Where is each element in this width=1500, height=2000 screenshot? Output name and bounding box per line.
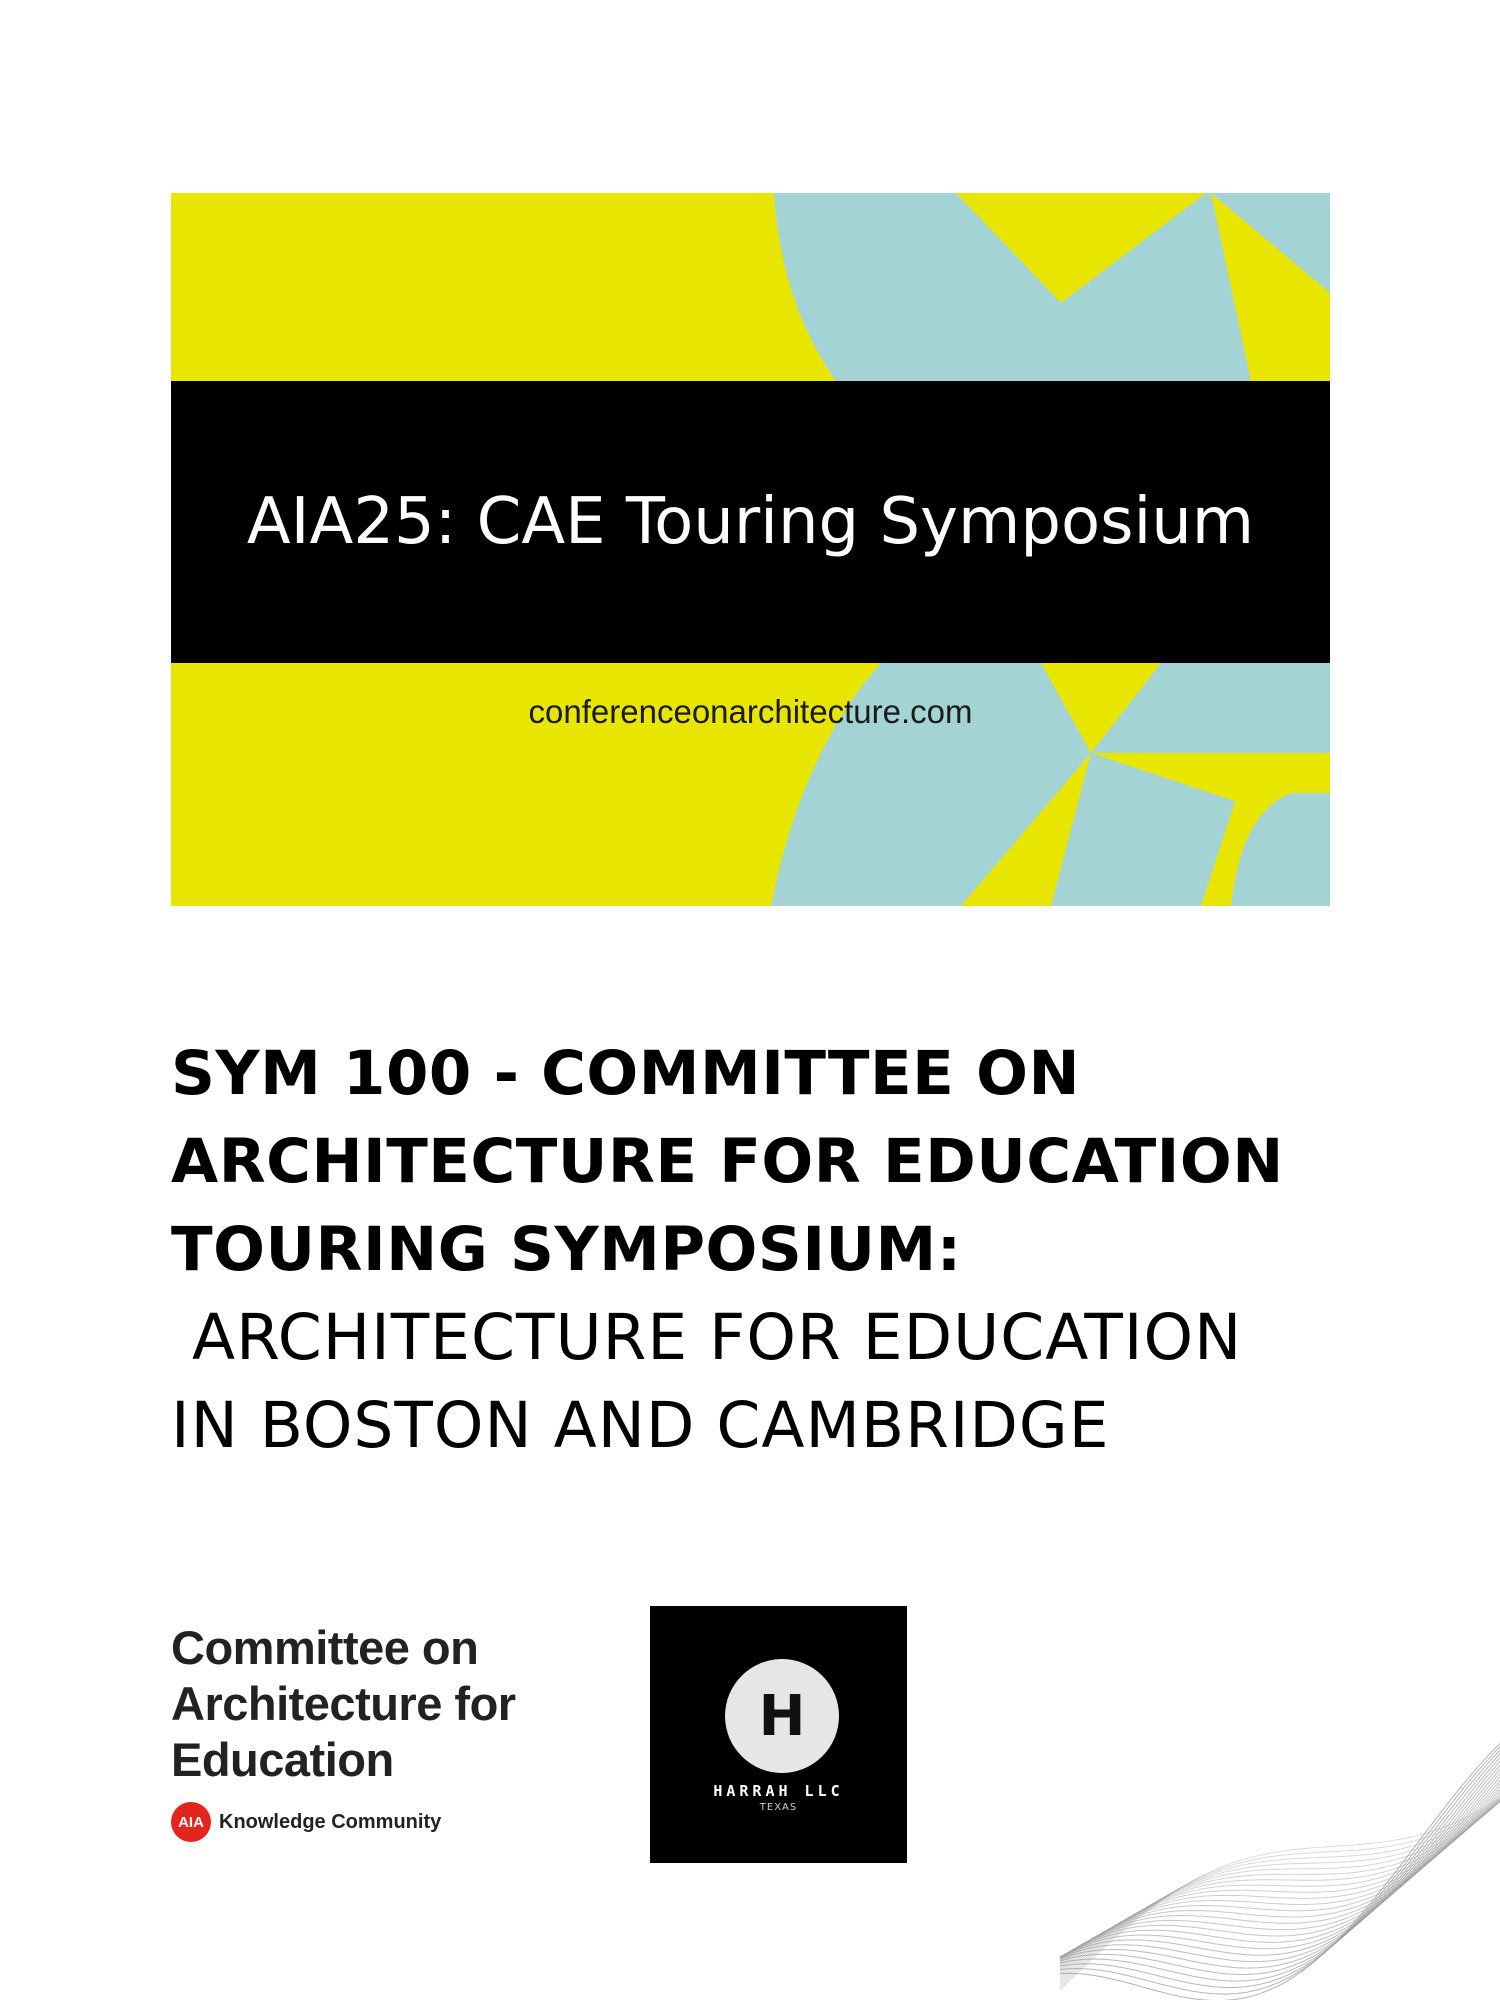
- committee-logo-line: Education: [171, 1733, 394, 1786]
- committee-logo-line: Committee on: [171, 1621, 479, 1674]
- wave-line: [1060, 1802, 1500, 1979]
- harrah-name: HARRAH LLC: [713, 1782, 844, 1800]
- committee-logo-line: Architecture for: [171, 1677, 516, 1730]
- wave-line: [1060, 1801, 1500, 1986]
- wave-line: [1060, 1747, 1500, 1995]
- banner-url: conferenceonarchitecture.com: [528, 693, 973, 730]
- banner-title: AIA25: CAE Touring Symposium: [246, 485, 1255, 559]
- heading-bold-line: SYM 100 - COMMITTEE ON: [171, 1038, 1080, 1109]
- wave-line: [1060, 1787, 1500, 1960]
- aia-badge-icon: AIA: [171, 1802, 211, 1842]
- heading-light-line: ARCHITECTURE FOR EDUCATION: [171, 1301, 1243, 1374]
- knowledge-community-label: Knowledge Community: [219, 1810, 442, 1833]
- heading-light-line: IN BOSTON AND CAMBRIDGE: [171, 1389, 1110, 1462]
- wireframe-wave-decoration: [1020, 1700, 1500, 2000]
- harrah-monogram-icon: H: [725, 1659, 839, 1773]
- wave-line: [1060, 1793, 1500, 1964]
- committee-logo: [171, 1620, 591, 1842]
- banner-image: [171, 193, 1330, 906]
- wave-line: [1060, 1777, 1500, 1958]
- title-band: [171, 381, 1330, 663]
- harrah-logo: [650, 1606, 907, 1863]
- heading-bold-line: ARCHITECTURE FOR EDUCATION: [171, 1126, 1284, 1197]
- knowledge-community-row: [171, 1802, 591, 1842]
- session-heading: [171, 1030, 1371, 1470]
- wave-line: [1060, 1754, 1500, 1982]
- wave-line: [1060, 1784, 1500, 1959]
- heading-bold-line: TOURING SYMPOSIUM:: [171, 1214, 962, 1285]
- harrah-state: TEXAS: [759, 1802, 798, 1813]
